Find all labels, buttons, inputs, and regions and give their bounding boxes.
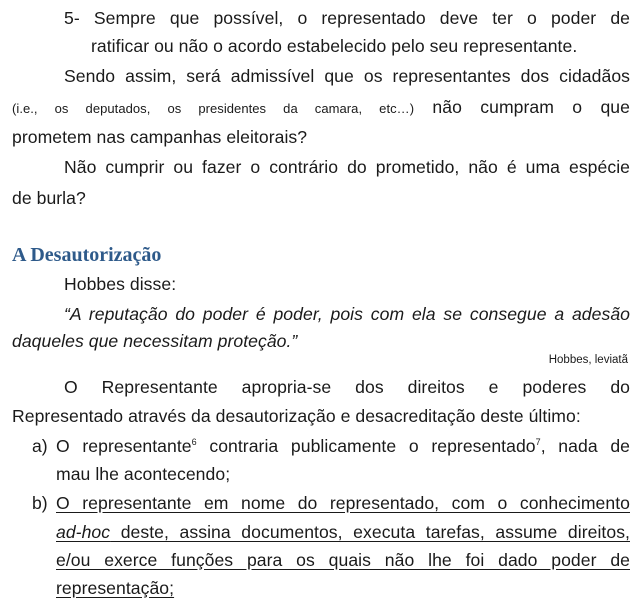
para3-line2: Representado através da desautorização e desacreditação deste último: — [12, 406, 581, 426]
list-marker-a: a) — [32, 436, 48, 456]
para1-line3: prometem nas campanhas eleitorais? — [12, 127, 308, 147]
list-a-line1 — [56, 434, 630, 461]
list-b-line1: O representante em nome do representado, com o conhecimento — [56, 493, 630, 513]
para2-line1: Não cumprir ou fazer o contrário do prometido, não é uma espécie — [64, 157, 630, 177]
para2-line2: de burla? — [12, 188, 86, 208]
section-title: A Desautorização — [12, 244, 162, 266]
footnote-ref-7[interactable]: 7 — [535, 437, 541, 447]
footnote-ref-6[interactable]: 6 — [191, 437, 197, 447]
list-b-line4: representação; — [56, 578, 175, 598]
list-a-text-2: contraria publicamente o representado — [196, 436, 536, 456]
para3-line1: O Representante apropria-se dos direitos e poderes do — [64, 377, 630, 397]
list-a-text-3: , nada de — [540, 436, 630, 456]
list-a-line2: mau lhe acontecendo; — [56, 464, 231, 484]
item5-line1: 5- Sempre que possível, o representado deve ter o poder de — [64, 8, 630, 28]
para1-line2-rest: não cumpram o que — [414, 97, 630, 117]
list-b-line2-rest: deste, assina documentos, executa tarefas, assume direitos, — [110, 522, 630, 542]
list-a-text-1: O representante — [56, 436, 192, 456]
hobbes-attribution: Hobbes, leviatã — [548, 354, 628, 366]
hobbes-quote-line1: “A reputação do poder é poder, pois com ela se consegue a adesão — [64, 304, 630, 324]
para1-parenthetical: (i.e., os deputados, os presidentes da camara, etc…) — [12, 101, 415, 116]
list-b-line3: e/ou exerce funções para os quais não lhe foi dado poder de — [56, 550, 630, 570]
list-marker-b: b) — [32, 493, 48, 513]
para1-line2 — [12, 95, 630, 121]
list-b-adhoc: ad-hoc — [56, 522, 111, 542]
hobbes-quote-line2: daqueles que necessitam proteção.” — [12, 331, 298, 351]
item5-line2: ratificar ou não o acordo estabelecido pelo seu representante. — [91, 36, 578, 56]
para1-line1: Sendo assim, será admissível que os representantes dos cidadãos — [64, 66, 630, 86]
hobbes-intro: Hobbes disse: — [64, 274, 177, 294]
list-b-line2 — [56, 520, 630, 544]
